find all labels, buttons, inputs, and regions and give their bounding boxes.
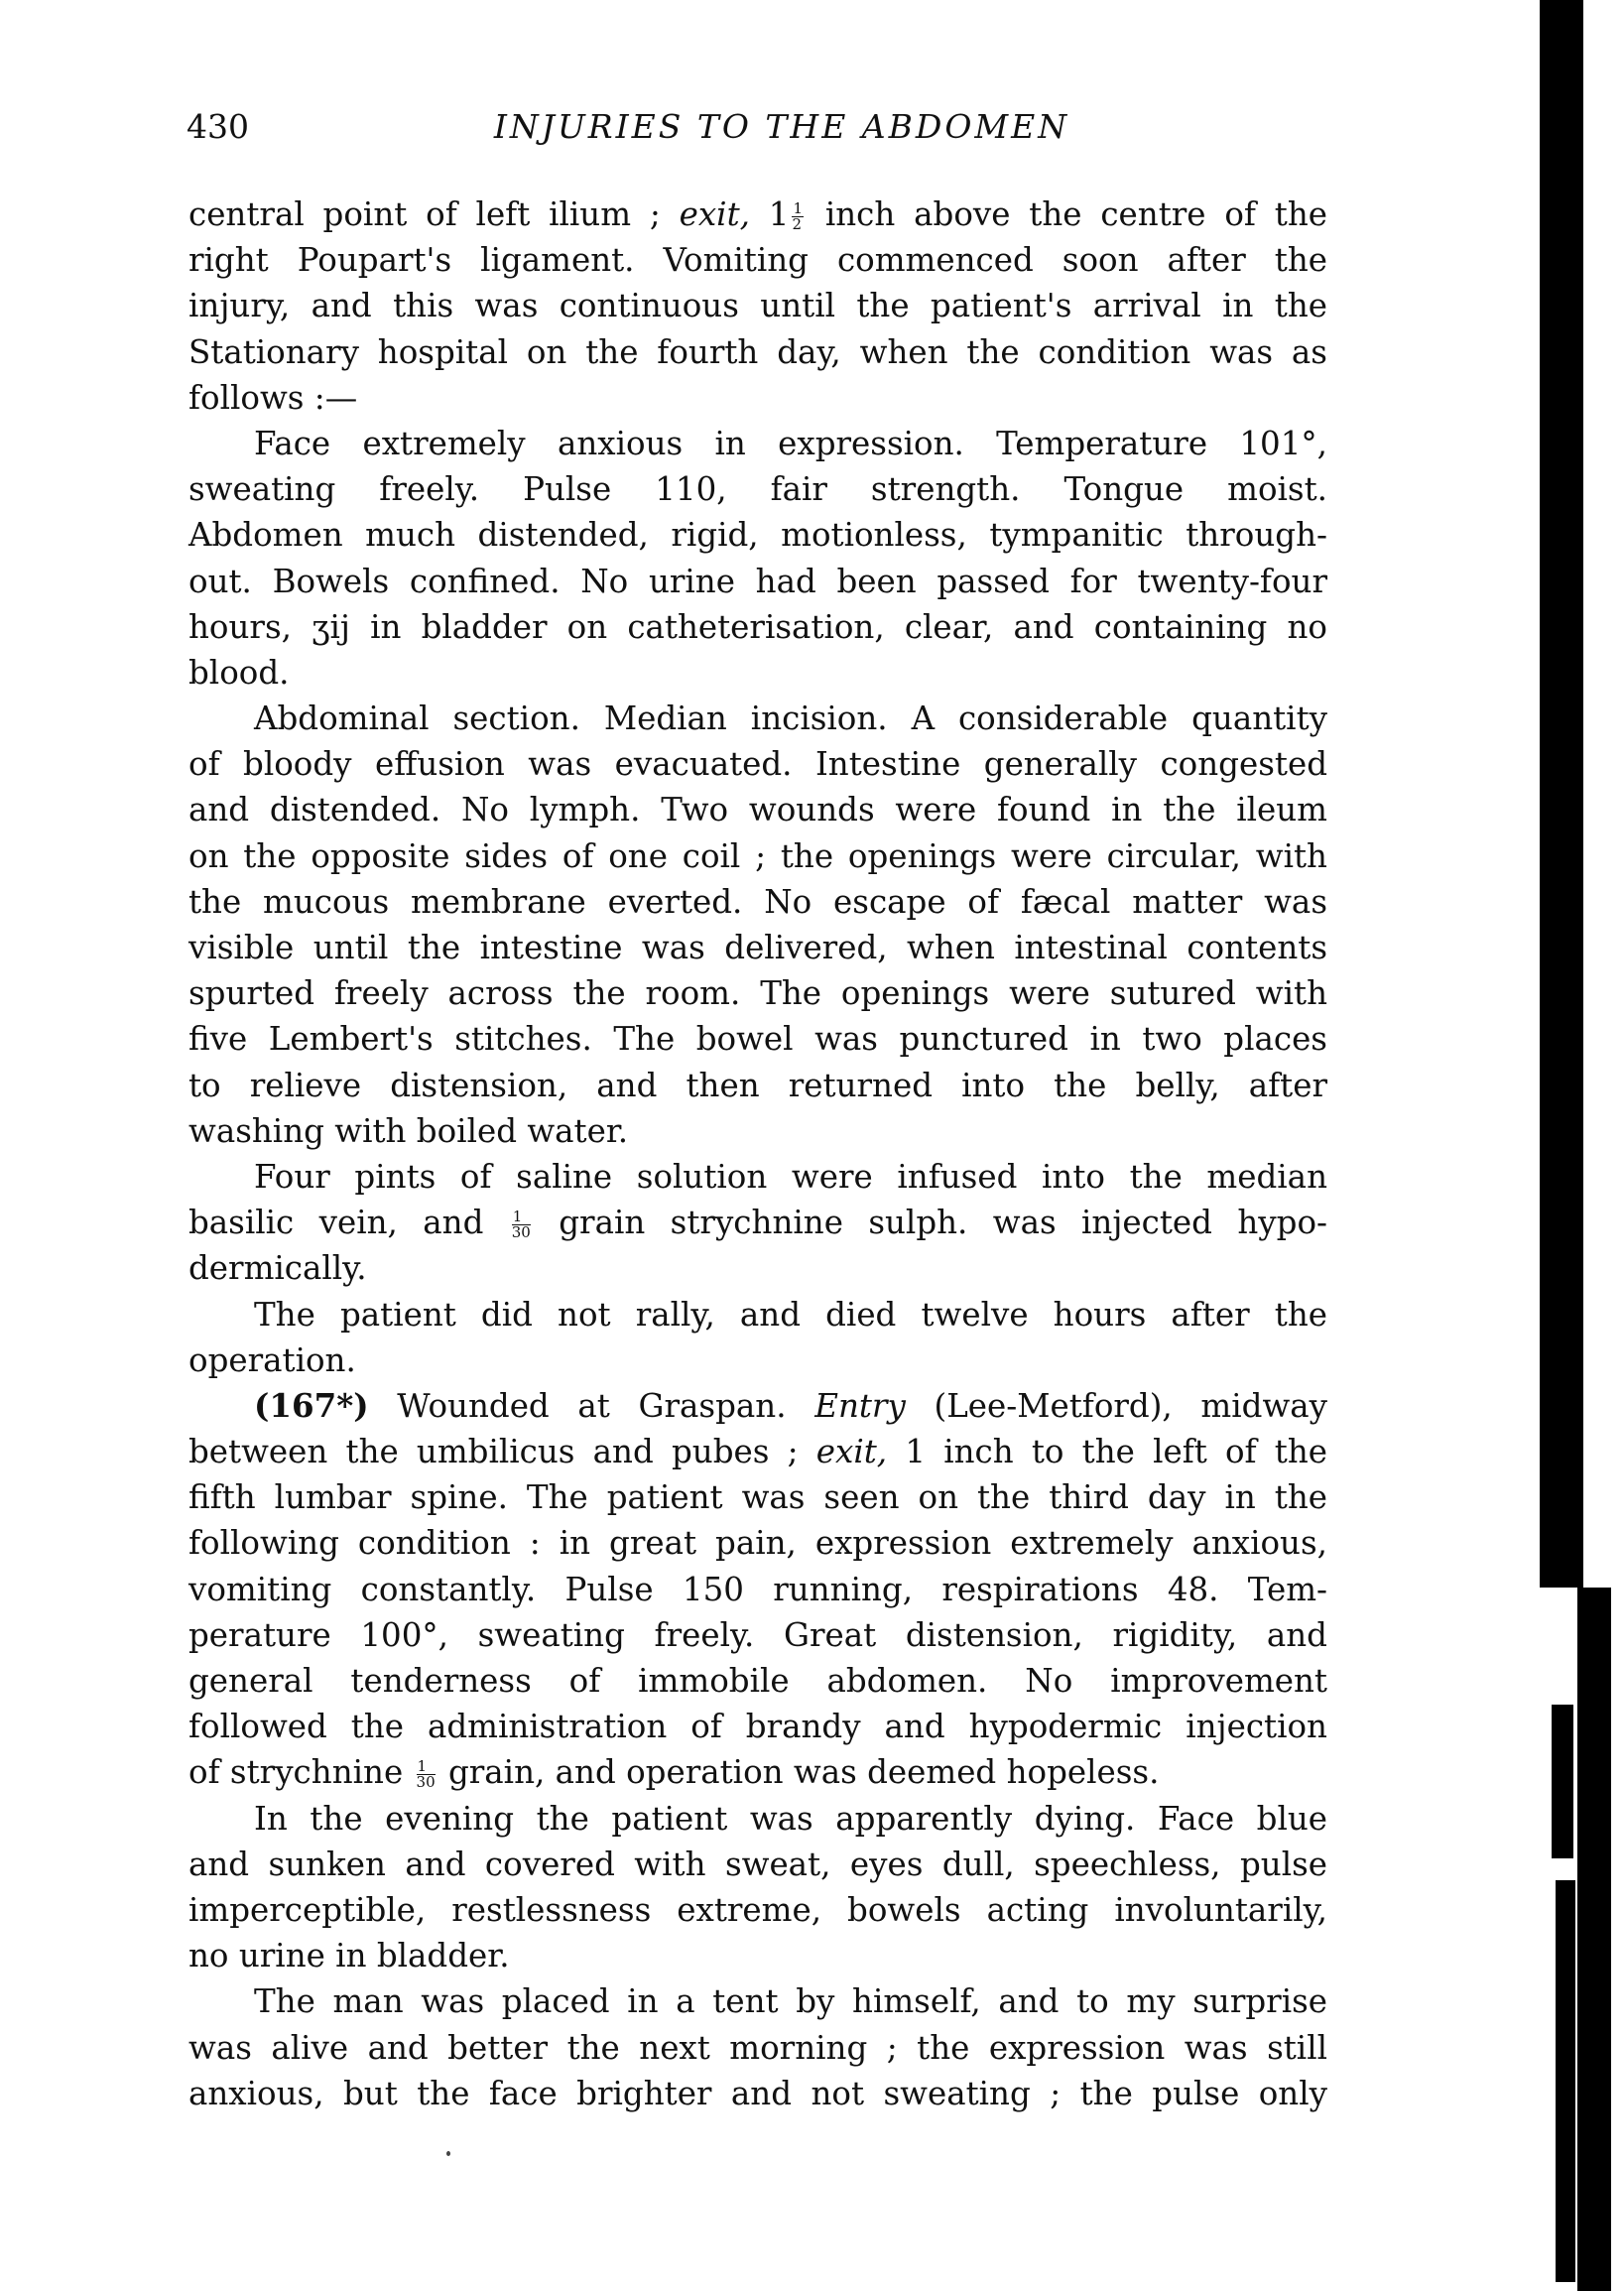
text-line: The man was placed in a tent by himself, and to my surprise <box>254 1982 1327 2021</box>
text-line: on the opposite sides of one coil ; the openings were circular, with <box>188 836 1327 875</box>
text-line: fifth lumbar spine. The patient was seen on the third day in the <box>188 1478 1327 1517</box>
text-line: operation. <box>188 1340 356 1379</box>
text-line: (167*) Wounded at Graspan. Entry (Lee-Metford), midway <box>254 1385 1327 1425</box>
text-line: between the umbilicus and pubes ; exit, 1 inch to the left of the <box>188 1433 1327 1471</box>
binding-edge-shadow <box>1540 0 1583 1588</box>
text-line: blood. <box>188 653 290 692</box>
binding-edge-inner-strip <box>1552 1705 1573 1858</box>
paragraph <box>188 191 1327 421</box>
text-line: visible until the intestine was delivered, when intestinal contents <box>188 929 1327 966</box>
text-line: The patient did not rally, and died twelve hours after the <box>254 1295 1327 1334</box>
text-line: five Lembert's stitches. The bowel was punctured in two places <box>188 1020 1327 1059</box>
text-line: anxious, but the face brighter and not sweating ; the pulse only <box>188 2074 1327 2112</box>
text-line: Abdomen much distended, rigid, motionless, tympanitic through- <box>188 516 1327 555</box>
case-number: (167*) <box>254 1385 369 1425</box>
running-title: INJURIES TO THE ABDOMEN <box>493 107 1070 146</box>
paragraph <box>188 1292 1327 1383</box>
running-head <box>187 107 1337 157</box>
text-line: central point of left ilium ; exit, 1 $\frac{1}{2}$ inch above the centre of the <box>188 195 1328 233</box>
text-line: spurted freely across the room. The openings were sutured with <box>188 974 1327 1013</box>
text-line: following condition : in great pain, expression extremely anxious, <box>188 1524 1327 1563</box>
text-line: washing with boiled water. <box>188 1111 629 1150</box>
text-line: follows :— <box>188 378 358 417</box>
text-line: general tenderness of immobile abdomen. No improvement <box>188 1662 1327 1700</box>
text-line: In the evening the patient was apparently dying. Face blue <box>254 1799 1327 1838</box>
text-line: of bloody effusion was evacuated. Intestine generally congested <box>188 745 1327 784</box>
paragraph <box>188 1978 1327 2116</box>
paragraph <box>188 421 1327 696</box>
paragraph <box>188 1383 1327 1796</box>
text-line: hours, ʒij in bladder on catheterisation, clear, and containing no <box>188 607 1327 646</box>
text-line: Abdominal section. Median incision. A considerable quantity <box>254 700 1327 738</box>
text-line: basilic vein, and $\frac{1}{30}$ grain strychnine sulph. was injected hypo- <box>188 1204 1327 1242</box>
paragraph <box>188 1154 1327 1292</box>
page-number: 430 <box>187 107 249 146</box>
text-line: followed the administration of brandy and hypodermic injection <box>188 1708 1327 1746</box>
fraction: $\frac{1}{2}$ <box>792 199 804 233</box>
text-line: injury, and this was continuous until the patient's arrival in the <box>188 287 1327 325</box>
text-line: of strychnine $\frac{1}{30}$ grain, and operation was deemed hopeless. <box>188 1753 1160 1792</box>
text-line: Stationary hospital on the fourth day, when the condition was as <box>188 332 1327 371</box>
italic-term: Entry <box>814 1386 906 1425</box>
fraction: $\frac{1}{30}$ <box>416 1757 436 1792</box>
paragraph <box>188 1796 1327 1979</box>
text-line: Face extremely anxious in expression. Temperature 101°, <box>254 424 1327 462</box>
text-line: no urine in bladder. <box>188 1937 510 1975</box>
text-line: sweating freely. Pulse 110, fair strength. Tongue moist. <box>188 470 1327 509</box>
binding-edge-inner-strip-lower <box>1556 1880 1575 2282</box>
paragraph <box>188 696 1327 1154</box>
text-line: vomiting constantly. Pulse 150 running, respirations 48. Tem- <box>188 1570 1327 1608</box>
text-line: dermically. <box>188 1249 367 1288</box>
body-text <box>188 191 1327 2116</box>
text-line: and sunken and covered with sweat, eyes dull, speechless, pulse <box>188 1845 1327 1883</box>
text-line: the mucous membrane everted. No escape of fæcal matter was <box>188 882 1327 921</box>
text-line: perature 100°, sweating freely. Great distension, rigidity, and <box>188 1615 1327 1654</box>
italic-term: exit, <box>679 195 750 233</box>
text-line: and distended. No lymph. Two wounds were found in the ileum <box>188 791 1327 829</box>
text-line: right Poupart's ligament. Vomiting commenced soon after the <box>188 241 1327 280</box>
scan-speck <box>446 2151 450 2156</box>
binding-edge-shadow-lower <box>1577 1588 1611 2291</box>
text-line: was alive and better the next morning ; the expression was still <box>188 2028 1327 2067</box>
text-line: Four pints of saline solution were infused into the median <box>254 1157 1327 1196</box>
text-line: out. Bowels confined. No urine had been passed for twenty-four <box>188 562 1327 600</box>
fraction: $\frac{1}{30}$ <box>511 1208 531 1242</box>
italic-term: exit, <box>815 1433 888 1471</box>
text-line: to relieve distension, and then returned into the belly, after <box>188 1066 1327 1104</box>
text-line: imperceptible, restlessness extreme, bowels acting involuntarily, <box>188 1890 1327 1929</box>
